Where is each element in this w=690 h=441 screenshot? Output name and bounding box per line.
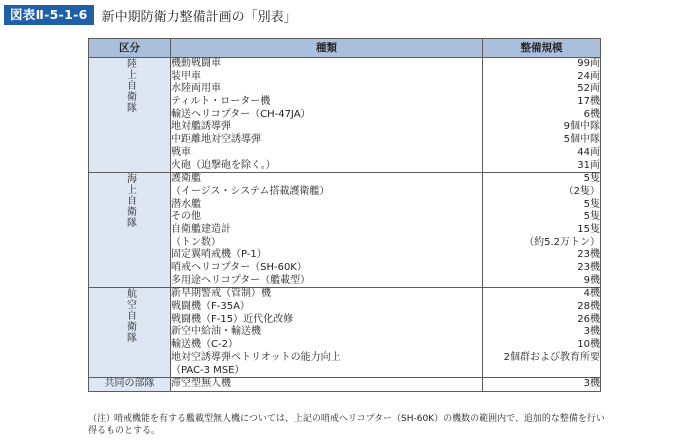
procurement-scale: 6機 xyxy=(583,108,600,120)
equipment-type: 護衛艦 xyxy=(171,173,201,185)
equipment-type: 地対空誘導弾ペトリオットの能力向上 xyxy=(171,351,341,363)
equipment-type: 輸送ヘリコプター（CH-47JA） xyxy=(171,108,311,120)
type-cell xyxy=(171,58,483,173)
procurement-scale: 44両 xyxy=(577,146,600,158)
footnote xyxy=(88,413,608,437)
equipment-type: 自衛艦建造計 xyxy=(171,223,231,235)
procurement-scale: 99両 xyxy=(577,58,600,69)
procurement-scale: 5隻 xyxy=(583,173,600,185)
equipment-type: 多用途ヘリコプター（艦載型） xyxy=(171,274,311,286)
equipment-type: 戦闘機（F-15）近代化改修 xyxy=(171,313,294,325)
header-scale: 整備規模 xyxy=(483,39,601,58)
scale-cell xyxy=(483,58,601,173)
equipment-type: 輸送機（C-2） xyxy=(171,339,238,351)
procurement-scale: 5隻 xyxy=(583,198,600,210)
procurement-scale: 52両 xyxy=(577,83,600,95)
header-type: 種類 xyxy=(171,39,483,58)
equipment-type: 固定翼哨戒機（P-1） xyxy=(171,249,267,261)
category-cell xyxy=(89,288,171,378)
procurement-scale: 2個群および教育所要 xyxy=(503,351,600,363)
procurement-scale xyxy=(483,365,600,378)
type-cell xyxy=(171,378,483,392)
procurement-scale: 10機 xyxy=(577,339,600,351)
equipment-type: 水陸両用車 xyxy=(171,83,221,95)
procurement-scale: 17機 xyxy=(577,96,600,108)
category-cell xyxy=(89,173,171,288)
table-header-row xyxy=(89,39,601,58)
category-label: 共同の部隊 xyxy=(104,378,155,390)
equipment-type: その他 xyxy=(171,211,201,223)
equipment-type: ティルト・ローター機 xyxy=(171,96,271,108)
table-row-joint-units xyxy=(89,378,601,392)
equipment-type: （イージス・システム搭載護衛艦） xyxy=(171,185,330,197)
equipment-type: 潜水艦 xyxy=(171,198,201,210)
equipment-type: 中距離地対空誘導弾 xyxy=(171,134,261,146)
procurement-scale: 24両 xyxy=(577,70,600,82)
procurement-scale: 23機 xyxy=(577,262,600,273)
equipment-type: 戦車 xyxy=(171,146,191,158)
procurement-scale: 4機 xyxy=(583,288,600,300)
procurement-scale: 9個中隊 xyxy=(563,121,600,133)
equipment-type: 滞空型無人機 xyxy=(171,378,231,390)
equipment-type: 哨戒ヘリコプター（SH-60K） xyxy=(171,262,307,273)
equipment-type: 戦闘機（F-35A） xyxy=(171,301,250,313)
procurement-table xyxy=(88,38,601,392)
equipment-type: （トン数） xyxy=(171,236,221,248)
equipment-type: 機動戦闘車 xyxy=(171,58,221,69)
procurement-scale: 3機 xyxy=(583,378,600,390)
procurement-scale: 26機 xyxy=(577,313,600,325)
equipment-type: 火砲（迫撃砲を除く。） xyxy=(171,159,276,171)
footnote-mark: （注） xyxy=(88,414,116,424)
scale-cell xyxy=(483,173,601,288)
equipment-type: （PAC-3 MSE） xyxy=(171,364,245,376)
footnote-text: 哨戒機能を有する艦載型無人機については、上記の哨戒ヘリコプター（SH-60K）の機数の範囲内で、追加的な整備を行い得るものとする。 xyxy=(88,414,605,436)
procurement-scale: 23機 xyxy=(577,249,600,261)
category-label: 海上自衛隊 xyxy=(124,173,136,229)
equipment-type: 装甲車 xyxy=(171,70,201,82)
procurement-scale: 9機 xyxy=(583,274,600,286)
category-cell xyxy=(89,378,171,392)
table-row-maritime-sdf xyxy=(89,173,601,288)
scale-cell xyxy=(483,288,601,378)
procurement-scale: （約5.2万トン） xyxy=(524,236,600,248)
equipment-type: 新早期警戒（管制）機 xyxy=(171,288,271,300)
procurement-scale: 28機 xyxy=(577,301,600,313)
category-label: 陸上自衛隊 xyxy=(124,58,136,113)
table-row-ground-sdf xyxy=(89,58,601,173)
category-label: 航空自衛隊 xyxy=(124,288,136,344)
header-category: 区分 xyxy=(89,39,171,58)
scale-cell xyxy=(483,378,601,392)
procurement-scale: （2隻） xyxy=(563,185,600,197)
procurement-scale: 5隻 xyxy=(583,211,600,223)
procurement-scale: 3機 xyxy=(583,326,600,338)
equipment-type: 地対艦誘導弾 xyxy=(171,121,231,133)
table-row-air-sdf xyxy=(89,288,601,378)
equipment-type: 新空中給油・輸送機 xyxy=(171,326,261,338)
category-cell xyxy=(89,58,171,173)
procurement-scale: 5個中隊 xyxy=(563,134,600,146)
type-cell xyxy=(171,173,483,288)
figure-number-badge: 図表Ⅱ-5-1-6 xyxy=(4,5,94,25)
type-cell xyxy=(171,288,483,378)
figure-title: 新中期防衛力整備計画の「別表」 xyxy=(101,9,297,25)
procurement-scale: 31両 xyxy=(577,159,600,171)
figure-title-row xyxy=(4,5,297,25)
procurement-scale: 15隻 xyxy=(577,223,600,235)
